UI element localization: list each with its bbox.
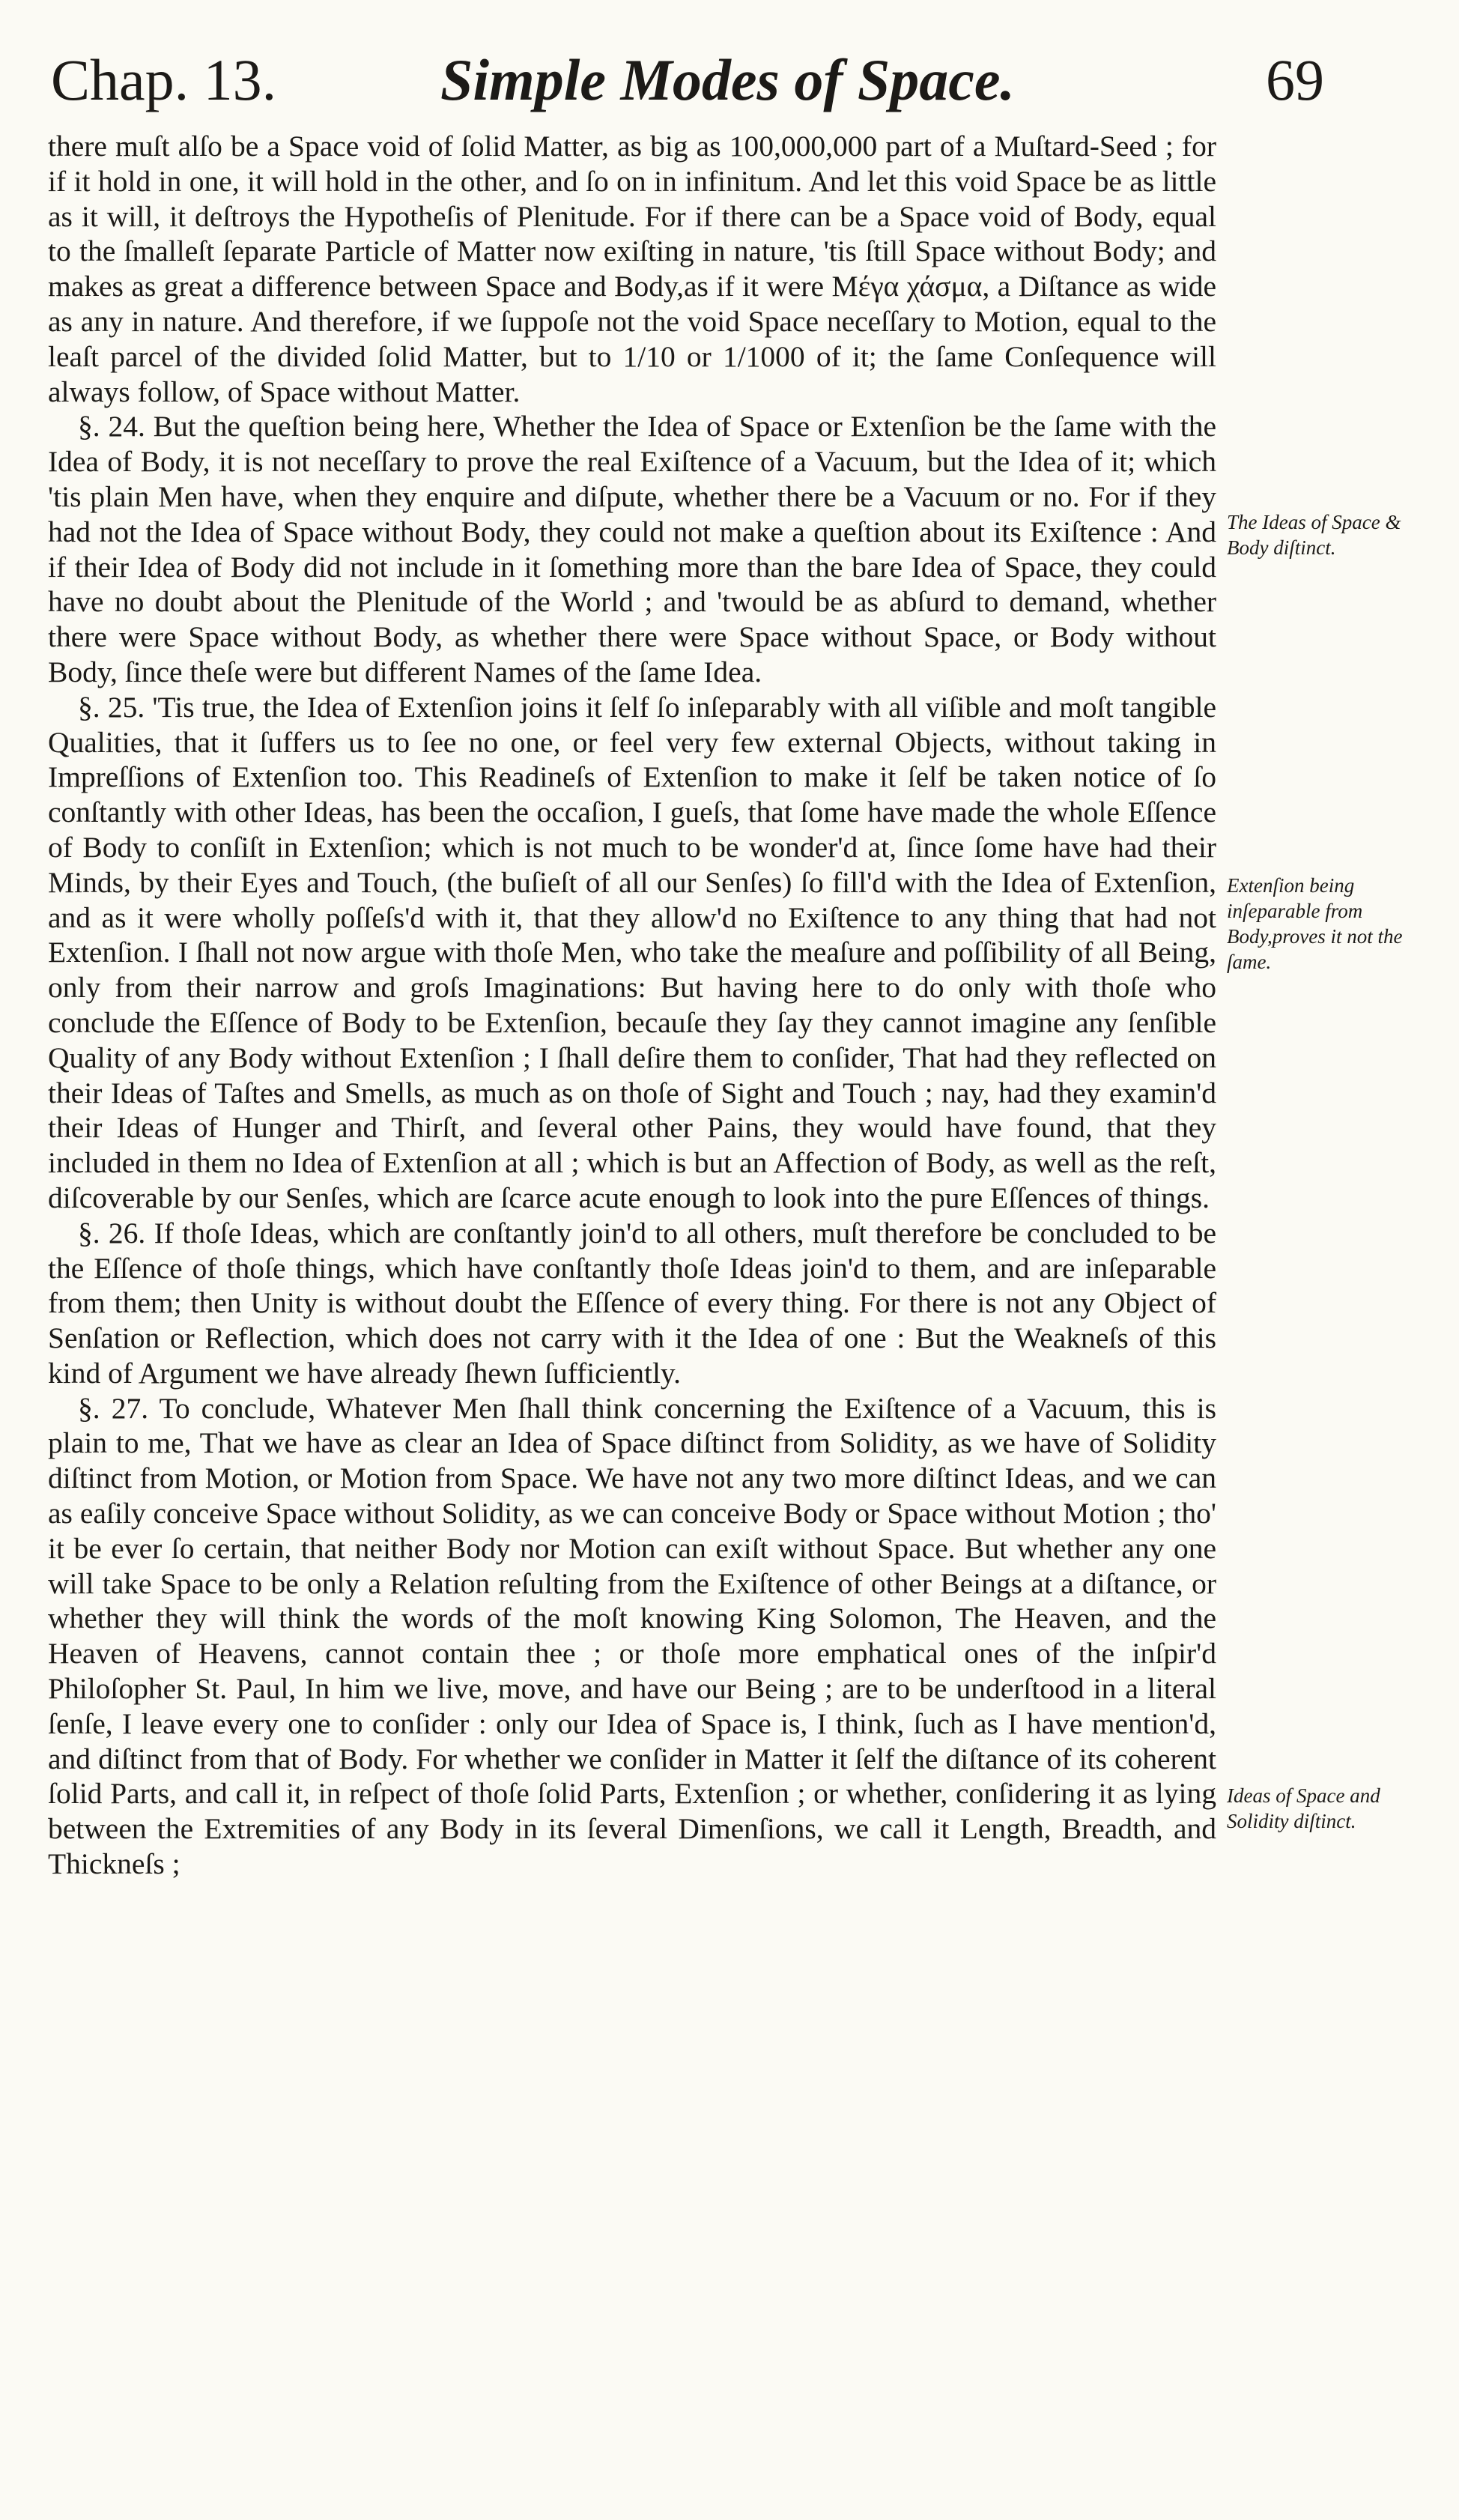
page-body [48,129,1216,1882]
margin-note-section-24: The Ideas of Space & Body diſtinct. [1227,511,1401,559]
paragraph-continuation: there muſt alſo be a Space void of ſolid Matter, as big as 100,000,000 part of a Muſtard-Seed ; for if it hold in one, it will hold in the other, and ſo on in infinitum. And let this void Space be as little as it will, it deſtroys the Hypotheſis of Plenitude. For if there can be a Space void of Body, equal to the ſmalleſt ſeparate Particle of Matter now exiſting in nature, 'tis ſtill Space without Body; and makes as great a difference between Space and Body,as if it were Μέγα χάσμα, a Diſtance as wide as any in nature. And therefore, if we ſuppoſe not the void Space neceſſary to Motion, equal to the leaſt parcel of the divided ſolid Matter, but to 1/10 or 1/1000 of it; the ſame Conſequence will always follow, of Space without Matter. [48,130,1216,408]
page-number: 69 [1266,47,1324,112]
running-title: Simple Modes of Space. [440,47,1015,112]
paragraph-section-27: §. 27. To conclude, Whatever Men ſhall think concerning the Exiſtence of a Vacuum, this is plain to me, That we have as clear an Idea of Space diſtinct from Solidity, as we have of Solidity diſtinct from Motion, or Motion from Space. We have not any two more diſtinct Ideas, and we can as eaſily conceive Space without Solidity, as we can conceive Body or Space without Motion ; tho' it be ever ſo certain, that neither Body nor Motion can exiſt without Space. But whether any one will take Space to be only a Relation reſulting from the Exiſtence of other Beings at a diſtance, or whether they will think the words of the moſt knowing King Solomon, The Heaven, and the Heaven of Heavens, cannot contain thee ; or thoſe more emphatical ones of the inſpir'd Philoſopher St. Paul, In him we live, move, and have our Being ; are to be underſtood in a literal ſenſe, I leave every one to conſider : only our Idea of Space is, I think, ſuch as I have mention'd, and diſtinct from that of Body. For whether we conſider in Matter it ſelf the diſtance of its coherent ſolid Parts, and call it, in reſpect of thoſe ſolid Parts, Extenſion ; or whether, conſidering it as lying between the Extremities of any Body in its ſeveral Dimenſions, we call it Length, Breadth, and Thickneſs ; [48,1391,1216,1881]
chapter-label: Chap. 13. [51,47,277,112]
page-header [51,39,1324,121]
margin-note-section-25: Extenſion being inſeparable from Body,proves it not the ſame. [1227,874,1403,973]
paragraph-section-25: §. 25. 'Tis true, the Idea of Extenſion joins it ſelf ſo inſeparably with all viſible and moſt tangible Qualities, that it ſuffers us to ſee no one, or feel very few external Objects, without taking in Impreſſions of Extenſion too. This Readineſs of Extenſion to make it ſelf be taken notice of ſo conſtantly with other Ideas, has been the occaſion, I gueſs, that ſome have made the whole Eſſence of Body to conſiſt in Extenſion; which is not much to be wonder'd at, ſince ſome have had their Minds, by their Eyes and Touch, (the buſieſt of all our Senſes) ſo fill'd with the Idea of Extenſion, and as it were wholly poſſeſs'd with it, that they allow'd no Exiſtence to any thing that had not Extenſion. I ſhall not now argue with thoſe Men, who take the meaſure and poſſibility of all Being, only from their narrow and groſs Imaginations: But having here to do only with thoſe who conclude the Eſſence of Body to be Extenſion, becauſe they ſay they cannot imagine any ſenſible Quality of any Body without Extenſion ; I ſhall deſire them to conſider, That had they reflected on their Ideas of Taſtes and Smells, as much as on thoſe of Sight and Touch ; nay, had they examin'd their Ideas of Hunger and Thirſt, and ſeveral other Pains, they would have found, that they included in them no Idea of Extenſion at all ; which is but an Affection of Body, as well as the reſt, diſcoverable by our Senſes, which are ſcarce acute enough to look into the pure Eſſences of things. [48,690,1216,1214]
margin-note-section-27: Ideas of Space and Solidity diſtinct. [1227,1784,1380,1832]
paragraph-section-24: §. 24. But the queſtion being here, Whether the Idea of Space or Extenſion be the ſame with the Idea of Body, it is not neceſſary to prove the real Exiſtence of a Vacuum, but the Idea of it; which 'tis plain Men have, when they enquire and diſpute, whether there be a Vacuum or no. For if they had not the Idea of Space without Body, they could not make a queſtion about its Exiſtence : And if their Idea of Body did not include in it ſomething more than the bare Idea of Space, they could have no doubt about the Plenitude of the World ; and 'twould be as abſurd to demand, whether there were Space without Body, as whether there were Space without Space, or Body without Body, ſince theſe were but different Names of the ſame Idea. [48,410,1216,688]
paragraph-section-26: §. 26. If thoſe Ideas, which are conſtantly join'd to all others, muſt therefore be concluded to be the Eſſence of thoſe things, which have conſtantly thoſe Ideas join'd to them, and are inſeparable from them; then Unity is without doubt the Eſſence of every thing. For there is not any Object of Senſation or Reflection, which does not carry with it the Idea of one : But the Weakneſs of this kind of Argument we have already ſhewn ſufficiently. [48,1216,1216,1390]
